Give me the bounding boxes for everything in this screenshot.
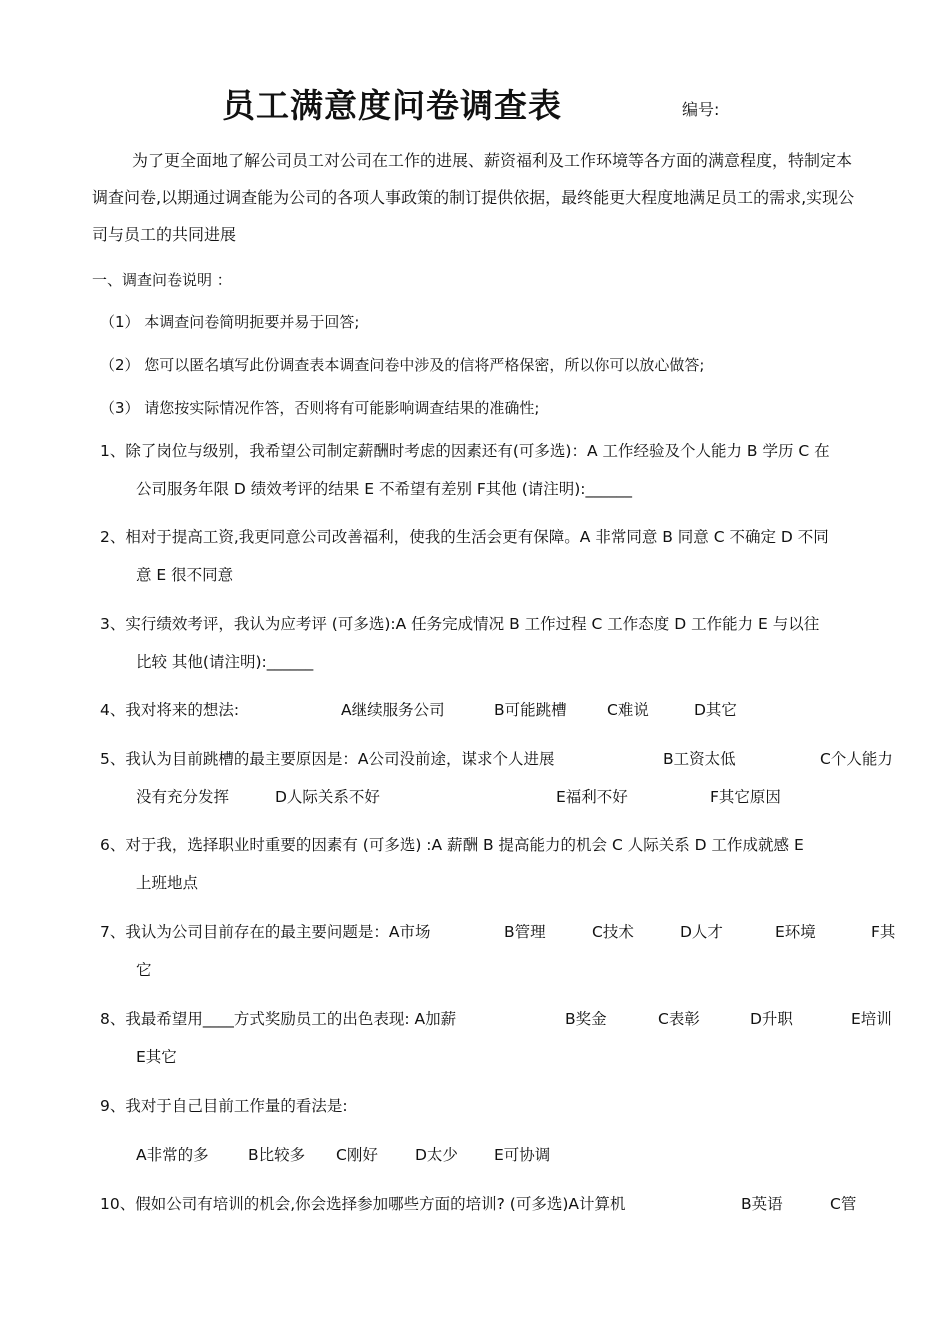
question-5-option-d: D人际关系不好 xyxy=(275,788,380,806)
question-2-line-1: 2、相对于提高工资,我更同意公司改善福利，使我的生活会更有保障。A 非常同意 B 同意 C 不确定 D 不同 xyxy=(100,528,829,546)
page-title: 员工满意度问卷调查表 xyxy=(222,86,562,125)
question-6-line-2: 上班地点 xyxy=(136,874,199,892)
question-8 xyxy=(100,1000,902,1076)
question-9-option-b: B比较多 xyxy=(248,1146,306,1164)
question-7-option-d: D人才 xyxy=(680,923,723,941)
question-1-line-2: 公司服务年限 D 绩效考评的结果 E 不希望有差别 F其他 (请注明):______ xyxy=(136,480,633,498)
question-7-line-2: 它 xyxy=(136,961,152,979)
question-7-option-b: B管理 xyxy=(504,923,546,941)
note-3: （3） 请您按实际情况作答，否则将有可能影响调查结果的准确性; xyxy=(100,399,540,417)
question-7 xyxy=(100,913,902,989)
question-10-prompt: 10、假如公司有培训的机会,你会选择参加哪些方面的培训? (可多选)A计算机 xyxy=(100,1195,626,1213)
question-5-option-c: C个人能力 xyxy=(820,750,893,768)
question-6 xyxy=(100,826,902,902)
question-1 xyxy=(100,432,902,508)
question-9-prompt: 9、我对于自己目前工作量的看法是: xyxy=(100,1097,348,1115)
question-2 xyxy=(100,518,902,594)
question-8-option-d: D升职 xyxy=(750,1010,793,1028)
serial-number-label: 编号: xyxy=(682,100,720,119)
question-4-option-c: C难说 xyxy=(607,701,649,719)
question-1-line-1: 1、除了岗位与级别，我希望公司制定薪酬时考虑的因素还有(可多选)：A 工作经验及个人能力 B 学历 C 在 xyxy=(100,442,830,460)
question-9-option-c: C刚好 xyxy=(336,1146,378,1164)
question-5 xyxy=(100,740,902,816)
question-9 xyxy=(100,1087,902,1174)
question-5-option-f: F其它原因 xyxy=(710,788,781,806)
question-5-prompt: 5、我认为目前跳槽的最主要原因是：A公司没前途，谋求个人进展 xyxy=(100,750,555,768)
question-9-option-d: D太少 xyxy=(415,1146,458,1164)
question-7-option-e: E环境 xyxy=(775,923,816,941)
intro-paragraph: 为了更全面地了解公司员工对公司在工作的进展、薪资福利及工作环境等各方面的满意程度，特制定本调查问卷,以期通过调查能为公司的各项人事政策的制订提供依据，最终能更大程度地满足员工的需求,实现公司与员工的共同进展 xyxy=(92,151,855,244)
question-9-option-e: E可协调 xyxy=(494,1146,551,1164)
question-8-option-b: B奖金 xyxy=(565,1010,607,1028)
question-9-option-a: A非常的多 xyxy=(136,1146,209,1164)
question-5-option-b: B工资太低 xyxy=(663,750,736,768)
question-3-line-2: 比较 其他(请注明):______ xyxy=(136,653,314,671)
question-3-line-1: 3、实行绩效考评，我认为应考评 (可多选):A 任务完成情况 B 工作过程 C 工作态度 D 工作能力 E 与以往 xyxy=(100,615,820,633)
question-2-line-2: 意 E 很不同意 xyxy=(136,566,234,584)
question-7-option-c: C技术 xyxy=(592,923,634,941)
note-1: （1） 本调查问卷简明扼要并易于回答; xyxy=(100,313,360,331)
question-10-option-b: B英语 xyxy=(741,1195,783,1213)
question-6-line-1: 6、对于我，选择职业时重要的因素有 (可多选) :A 薪酬 B 提高能力的机会 C 人际关系 D 工作成就感 E xyxy=(100,836,804,854)
question-7-prompt: 7、我认为公司目前存在的最主要问题是：A市场 xyxy=(100,923,431,941)
question-10-option-c: C管 xyxy=(830,1195,857,1213)
question-8-prompt: 8、我最希望用____方式奖励员工的出色表现: A加薪 xyxy=(100,1010,457,1028)
question-4-option-b: B可能跳槽 xyxy=(494,701,567,719)
question-8-option-e: E培训 xyxy=(851,1010,892,1028)
question-4-prompt: 4、我对将来的想法: xyxy=(100,701,240,719)
question-8-line-2: E其它 xyxy=(136,1048,177,1066)
question-8-option-c: C表彰 xyxy=(658,1010,700,1028)
question-4 xyxy=(100,691,902,729)
question-7-option-f: F其 xyxy=(871,923,896,941)
question-5-continuation: 没有充分发挥 xyxy=(136,788,230,806)
note-2: （2） 您可以匿名填写此份调查表本调查问卷中涉及的信将严格保密，所以你可以放心做答; xyxy=(100,356,705,374)
question-3 xyxy=(100,605,902,681)
question-4-option-a: A继续服务公司 xyxy=(341,701,445,719)
question-4-option-d: D其它 xyxy=(694,701,737,719)
question-10 xyxy=(100,1185,902,1223)
question-5-option-e: E福利不好 xyxy=(556,788,628,806)
section-heading: 一、调查问卷说明 ： xyxy=(92,271,232,289)
